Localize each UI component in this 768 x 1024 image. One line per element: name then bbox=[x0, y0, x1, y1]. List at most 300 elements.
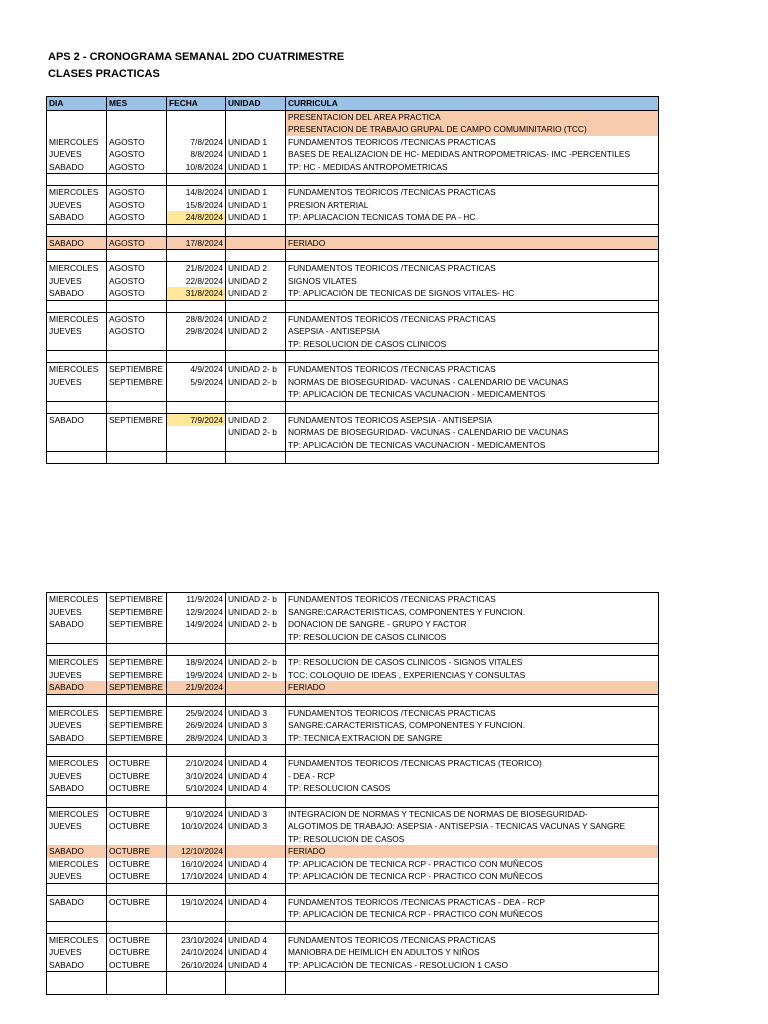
cell-unidad: UNIDAD 2- b bbox=[226, 669, 286, 682]
cell-unidad bbox=[226, 921, 286, 933]
cell-unidad: UNIDAD 2- b bbox=[226, 656, 286, 669]
cell-curricula: TP: RESOLUCION DE CASOS CLINICOS bbox=[286, 631, 659, 644]
cell-fecha: 10/8/2024 bbox=[167, 161, 226, 174]
table-row bbox=[47, 426, 659, 439]
cell-dia bbox=[47, 110, 107, 123]
cell-unidad bbox=[226, 174, 286, 186]
cell-dia: SABADO bbox=[47, 618, 107, 631]
cell-mes bbox=[107, 795, 167, 807]
cell-mes: OCTUBRE bbox=[107, 770, 167, 783]
cell-fecha: 3/10/2024 bbox=[167, 770, 226, 783]
cell-curricula bbox=[286, 174, 659, 186]
spacer-row bbox=[47, 745, 659, 757]
spacer-row bbox=[47, 795, 659, 807]
cell-fecha: 22/8/2024 bbox=[167, 275, 226, 288]
cell-dia: SABADO bbox=[47, 287, 107, 300]
cell-mes: AGOSTO bbox=[107, 148, 167, 161]
cell-fecha: 5/9/2024 bbox=[167, 376, 226, 389]
cell-curricula: NORMAS DE BIOSEGURIDAD- VACUNAS - CALENDARIO DE VACUNAS bbox=[286, 376, 659, 389]
table-row bbox=[47, 895, 659, 908]
cell-dia bbox=[47, 983, 107, 995]
cell-unidad: UNIDAD 4 bbox=[226, 870, 286, 883]
cell-fecha: 19/10/2024 bbox=[167, 895, 226, 908]
cell-dia: MIERCOLES bbox=[47, 933, 107, 946]
cell-fecha: 7/9/2024 bbox=[167, 413, 226, 426]
cell-dia bbox=[47, 745, 107, 757]
table-header-row bbox=[47, 97, 659, 111]
cell-fecha: 11/9/2024 bbox=[167, 593, 226, 606]
cell-mes bbox=[107, 338, 167, 351]
cell-mes: SEPTIEMBRE bbox=[107, 656, 167, 669]
cell-curricula bbox=[286, 351, 659, 363]
table-row bbox=[47, 413, 659, 426]
cell-dia bbox=[47, 644, 107, 656]
cell-dia: JUEVES bbox=[47, 199, 107, 212]
cell-dia bbox=[47, 694, 107, 706]
table-row bbox=[47, 681, 659, 694]
cell-fecha bbox=[167, 908, 226, 921]
cell-unidad: UNIDAD 4 bbox=[226, 770, 286, 783]
cell-dia: JUEVES bbox=[47, 870, 107, 883]
cell-fecha: 16/10/2024 bbox=[167, 858, 226, 871]
table-row bbox=[47, 199, 659, 212]
cell-unidad bbox=[226, 681, 286, 694]
cell-unidad bbox=[226, 123, 286, 136]
cell-curricula: SIGNOS VILATES bbox=[286, 275, 659, 288]
cell-dia: SABADO bbox=[47, 782, 107, 795]
cell-curricula: SANGRE:CARACTERISTICAS, COMPONENTES Y FUNCION. bbox=[286, 606, 659, 619]
cell-fecha: 7/8/2024 bbox=[167, 136, 226, 149]
spacer-row bbox=[47, 983, 659, 995]
cell-fecha bbox=[167, 644, 226, 656]
cell-dia: JUEVES bbox=[47, 606, 107, 619]
cell-dia bbox=[47, 388, 107, 401]
cell-fecha: 4/9/2024 bbox=[167, 363, 226, 376]
cell-curricula: TP: RESOLUCION DE CASOS CLINICOS - SIGNOS VITALES bbox=[286, 656, 659, 669]
cell-mes: AGOSTO bbox=[107, 186, 167, 199]
cell-mes bbox=[107, 452, 167, 464]
cell-unidad bbox=[226, 833, 286, 846]
cell-curricula: TP: APLICACIÓN DE TECNICA RCP - PRACTICO CON MUÑECOS bbox=[286, 858, 659, 871]
cell-mes bbox=[107, 908, 167, 921]
cell-mes: AGOSTO bbox=[107, 275, 167, 288]
cell-unidad bbox=[226, 983, 286, 995]
cell-fecha bbox=[167, 921, 226, 933]
cell-unidad: UNIDAD 4 bbox=[226, 895, 286, 908]
spacer-row bbox=[47, 401, 659, 413]
cell-curricula: FUNDAMENTOS TEORICOS /TECNICAS PRACTICAS bbox=[286, 933, 659, 946]
cell-mes: AGOSTO bbox=[107, 136, 167, 149]
cell-mes bbox=[107, 351, 167, 363]
cell-curricula: BASES DE REALIZACION DE HC- MEDIDAS ANTROPOMETRICAS- IMC -PERCENTILES bbox=[286, 148, 659, 161]
cell-fecha: 24/8/2024 bbox=[167, 211, 226, 224]
cell-unidad bbox=[226, 972, 286, 984]
cell-dia bbox=[47, 426, 107, 439]
cell-dia bbox=[47, 795, 107, 807]
table-row bbox=[47, 807, 659, 820]
spacer-row bbox=[47, 883, 659, 895]
table-row bbox=[47, 211, 659, 224]
cell-fecha: 28/8/2024 bbox=[167, 312, 226, 325]
cell-unidad: UNIDAD 1 bbox=[226, 136, 286, 149]
table-row bbox=[47, 161, 659, 174]
cell-unidad: UNIDAD 2 bbox=[226, 275, 286, 288]
cell-fecha: 2/10/2024 bbox=[167, 757, 226, 770]
spacer-row bbox=[47, 921, 659, 933]
cell-curricula: TP: APLICACIÓN DE TECNICAS DE SIGNOS VITALES- HC bbox=[286, 287, 659, 300]
cell-dia: SABADO bbox=[47, 895, 107, 908]
cell-curricula: TP: APLICACIÓN DE TECNICAS VACUNACION - MEDICAMENTOS bbox=[286, 388, 659, 401]
cell-dia: MIERCOLES bbox=[47, 706, 107, 719]
cell-dia: SABADO bbox=[47, 161, 107, 174]
cell-mes: SEPTIEMBRE bbox=[107, 681, 167, 694]
cell-mes bbox=[107, 426, 167, 439]
cell-dia: SABADO bbox=[47, 211, 107, 224]
cell-fecha: 12/10/2024 bbox=[167, 845, 226, 858]
cell-mes bbox=[107, 123, 167, 136]
cell-fecha: 24/10/2024 bbox=[167, 946, 226, 959]
cell-curricula bbox=[286, 401, 659, 413]
cell-curricula bbox=[286, 983, 659, 995]
cell-curricula: TP: APLICACIÓN DE TECNICA RCP - PRACTICO CON MUÑECOS bbox=[286, 870, 659, 883]
cell-unidad: UNIDAD 2 bbox=[226, 287, 286, 300]
cell-curricula: ALGOTIMOS DE TRABAJO: ASEPSIA - ANTISEPSIA - TECNICAS VACUNAS Y SANGRE bbox=[286, 820, 659, 833]
table-row bbox=[47, 148, 659, 161]
cell-fecha bbox=[167, 300, 226, 312]
cell-dia bbox=[47, 300, 107, 312]
cell-unidad: UNIDAD 4 bbox=[226, 782, 286, 795]
cell-fecha: 14/8/2024 bbox=[167, 186, 226, 199]
cell-curricula: FUNDAMENTOS TEORICOS /TECNICAS PRACTICAS - DEA - RCP bbox=[286, 895, 659, 908]
cell-mes bbox=[107, 174, 167, 186]
column-header: FECHA bbox=[167, 97, 226, 111]
table-row bbox=[47, 719, 659, 732]
cell-dia: JUEVES bbox=[47, 946, 107, 959]
cell-dia bbox=[47, 123, 107, 136]
cell-dia bbox=[47, 452, 107, 464]
cell-mes bbox=[107, 745, 167, 757]
cell-dia: JUEVES bbox=[47, 719, 107, 732]
cell-dia bbox=[47, 401, 107, 413]
cell-dia: SABADO bbox=[47, 236, 107, 250]
cell-mes: AGOSTO bbox=[107, 312, 167, 325]
table-row bbox=[47, 908, 659, 921]
cell-fecha bbox=[167, 983, 226, 995]
schedule-table-2 bbox=[46, 592, 659, 995]
cell-dia: JUEVES bbox=[47, 820, 107, 833]
cell-curricula: FUNDAMENTOS TEORICOS /TECNICAS PRACTICAS bbox=[286, 363, 659, 376]
cell-dia: JUEVES bbox=[47, 669, 107, 682]
cell-unidad: UNIDAD 2- b bbox=[226, 426, 286, 439]
table-row bbox=[47, 376, 659, 389]
cell-fecha bbox=[167, 401, 226, 413]
spacer-row bbox=[47, 351, 659, 363]
spacer-row bbox=[47, 452, 659, 464]
cell-dia bbox=[47, 631, 107, 644]
cell-unidad bbox=[226, 388, 286, 401]
cell-dia: SABADO bbox=[47, 732, 107, 745]
cell-curricula: PRESION ARTERIAL bbox=[286, 199, 659, 212]
cell-dia: SABADO bbox=[47, 413, 107, 426]
cell-curricula: TP: APLICACIÓN DE TECNICA RCP - PRACTICO CON MUÑECOS bbox=[286, 908, 659, 921]
column-header: UNIDAD bbox=[226, 97, 286, 111]
table-row bbox=[47, 325, 659, 338]
cell-mes: OCTUBRE bbox=[107, 959, 167, 972]
spacer-row bbox=[47, 250, 659, 262]
spacer-row bbox=[47, 694, 659, 706]
cell-curricula: TP: APLICACIÓN DE TECNICAS VACUNACION - MEDICAMENTOS bbox=[286, 439, 659, 452]
cell-dia bbox=[47, 351, 107, 363]
cell-fecha: 29/8/2024 bbox=[167, 325, 226, 338]
cell-mes: OCTUBRE bbox=[107, 870, 167, 883]
cell-unidad bbox=[226, 300, 286, 312]
cell-fecha: 23/10/2024 bbox=[167, 933, 226, 946]
table-row bbox=[47, 136, 659, 149]
cell-mes bbox=[107, 110, 167, 123]
cell-fecha: 17/10/2024 bbox=[167, 870, 226, 883]
cell-unidad: UNIDAD 4 bbox=[226, 933, 286, 946]
cell-unidad bbox=[226, 110, 286, 123]
table-row bbox=[47, 388, 659, 401]
cell-unidad bbox=[226, 795, 286, 807]
cell-mes bbox=[107, 921, 167, 933]
cell-mes: OCTUBRE bbox=[107, 895, 167, 908]
cell-unidad bbox=[226, 644, 286, 656]
cell-fecha bbox=[167, 123, 226, 136]
table-row bbox=[47, 656, 659, 669]
cell-fecha bbox=[167, 351, 226, 363]
cell-fecha: 15/8/2024 bbox=[167, 199, 226, 212]
cell-curricula: FUNDAMENTOS TEORICOS ASEPSIA - ANTISEPSIA bbox=[286, 413, 659, 426]
cell-fecha: 8/8/2024 bbox=[167, 148, 226, 161]
cell-fecha: 14/9/2024 bbox=[167, 618, 226, 631]
cell-curricula: PRESENTACION DE TRABAJO GRUPAL DE CAMPO COMUMINITARIO (TCC) bbox=[286, 123, 659, 136]
cell-fecha bbox=[167, 224, 226, 236]
cell-unidad: UNIDAD 1 bbox=[226, 148, 286, 161]
cell-mes: SEPTIEMBRE bbox=[107, 732, 167, 745]
table-row bbox=[47, 236, 659, 250]
cell-fecha: 19/9/2024 bbox=[167, 669, 226, 682]
cell-dia bbox=[47, 972, 107, 984]
cell-mes: SEPTIEMBRE bbox=[107, 669, 167, 682]
cell-curricula: ASEPSIA - ANTISEPSIA bbox=[286, 325, 659, 338]
cell-curricula bbox=[286, 972, 659, 984]
cell-curricula: TP: RESOLUCION DE CASOS CLINICOS bbox=[286, 338, 659, 351]
cell-unidad: UNIDAD 3 bbox=[226, 706, 286, 719]
cell-dia: SABADO bbox=[47, 845, 107, 858]
cell-mes bbox=[107, 631, 167, 644]
cell-mes: OCTUBRE bbox=[107, 845, 167, 858]
table-row bbox=[47, 439, 659, 452]
cell-fecha: 18/9/2024 bbox=[167, 656, 226, 669]
cell-mes: OCTUBRE bbox=[107, 807, 167, 820]
cell-curricula: - DEA - RCP bbox=[286, 770, 659, 783]
cell-curricula: FUNDAMENTOS TEORICOS /TECNICAS PRACTICAS bbox=[286, 706, 659, 719]
cell-mes: AGOSTO bbox=[107, 287, 167, 300]
table-row bbox=[47, 123, 659, 136]
cell-mes bbox=[107, 300, 167, 312]
table-row bbox=[47, 933, 659, 946]
cell-mes: OCTUBRE bbox=[107, 858, 167, 871]
cell-unidad: UNIDAD 3 bbox=[226, 820, 286, 833]
cell-dia bbox=[47, 908, 107, 921]
cell-unidad bbox=[226, 745, 286, 757]
cell-unidad: UNIDAD 2- b bbox=[226, 376, 286, 389]
cell-mes: AGOSTO bbox=[107, 262, 167, 275]
cell-curricula: MANIOBRA DE HEIMLICH EN ADULTOS Y NIÑOS bbox=[286, 946, 659, 959]
cell-mes: SEPTIEMBRE bbox=[107, 593, 167, 606]
cell-fecha bbox=[167, 883, 226, 895]
cell-dia: JUEVES bbox=[47, 325, 107, 338]
cell-curricula: FUNDAMENTOS TEORICOS /TECNICAS PRACTICAS bbox=[286, 312, 659, 325]
cell-curricula: FERIADO bbox=[286, 845, 659, 858]
cell-mes: OCTUBRE bbox=[107, 757, 167, 770]
cell-mes bbox=[107, 983, 167, 995]
table-row bbox=[47, 287, 659, 300]
cell-fecha: 31/8/2024 bbox=[167, 287, 226, 300]
table-row bbox=[47, 186, 659, 199]
cell-mes bbox=[107, 972, 167, 984]
table-row bbox=[47, 870, 659, 883]
cell-mes: SEPTIEMBRE bbox=[107, 618, 167, 631]
cell-unidad bbox=[226, 439, 286, 452]
cell-mes: SEPTIEMBRE bbox=[107, 719, 167, 732]
cell-curricula: FERIADO bbox=[286, 236, 659, 250]
cell-curricula bbox=[286, 300, 659, 312]
cell-fecha: 12/9/2024 bbox=[167, 606, 226, 619]
cell-unidad: UNIDAD 2- b bbox=[226, 606, 286, 619]
cell-mes: AGOSTO bbox=[107, 236, 167, 250]
cell-fecha: 9/10/2024 bbox=[167, 807, 226, 820]
cell-fecha bbox=[167, 388, 226, 401]
cell-unidad: UNIDAD 1 bbox=[226, 211, 286, 224]
cell-curricula bbox=[286, 745, 659, 757]
cell-dia: MIERCOLES bbox=[47, 262, 107, 275]
cell-fecha bbox=[167, 745, 226, 757]
table-row bbox=[47, 757, 659, 770]
spacer-row bbox=[47, 174, 659, 186]
page-subtitle: CLASES PRACTICAS bbox=[48, 68, 160, 80]
cell-curricula: TP: APLIACACION TECNICAS TOMA DE PA - HC bbox=[286, 211, 659, 224]
cell-dia bbox=[47, 833, 107, 846]
cell-fecha: 5/10/2024 bbox=[167, 782, 226, 795]
cell-dia: JUEVES bbox=[47, 376, 107, 389]
cell-curricula: SANGRE:CARACTERISTICAS, COMPONENTES Y FUNCION. bbox=[286, 719, 659, 732]
table-row bbox=[47, 820, 659, 833]
table-row bbox=[47, 338, 659, 351]
cell-curricula: FUNDAMENTOS TEORICOS /TECNICAS PRACTICAS bbox=[286, 593, 659, 606]
cell-curricula: TP: TECNICA EXTRACION DE SANGRE bbox=[286, 732, 659, 745]
cell-unidad bbox=[226, 338, 286, 351]
cell-unidad: UNIDAD 4 bbox=[226, 959, 286, 972]
cell-curricula bbox=[286, 694, 659, 706]
cell-unidad: UNIDAD 2 bbox=[226, 312, 286, 325]
table-row bbox=[47, 593, 659, 606]
cell-unidad bbox=[226, 631, 286, 644]
cell-fecha bbox=[167, 833, 226, 846]
cell-dia bbox=[47, 439, 107, 452]
cell-dia: JUEVES bbox=[47, 275, 107, 288]
table-row bbox=[47, 669, 659, 682]
cell-curricula bbox=[286, 452, 659, 464]
spacer-row bbox=[47, 224, 659, 236]
cell-curricula: TP: RESOLUCION DE CASOS bbox=[286, 833, 659, 846]
page-title: APS 2 - CRONOGRAMA SEMANAL 2DO CUATRIMESTRE bbox=[48, 51, 345, 63]
cell-curricula bbox=[286, 250, 659, 262]
cell-mes: OCTUBRE bbox=[107, 782, 167, 795]
cell-fecha bbox=[167, 174, 226, 186]
cell-mes: OCTUBRE bbox=[107, 946, 167, 959]
cell-unidad: UNIDAD 2- b bbox=[226, 363, 286, 376]
table-row bbox=[47, 858, 659, 871]
cell-mes: OCTUBRE bbox=[107, 820, 167, 833]
cell-curricula: FERIADO bbox=[286, 681, 659, 694]
cell-dia: MIERCOLES bbox=[47, 656, 107, 669]
cell-unidad: UNIDAD 1 bbox=[226, 199, 286, 212]
cell-fecha: 17/8/2024 bbox=[167, 236, 226, 250]
cell-mes bbox=[107, 388, 167, 401]
column-header: MES bbox=[107, 97, 167, 111]
cell-fecha bbox=[167, 426, 226, 439]
cell-unidad: UNIDAD 3 bbox=[226, 807, 286, 820]
spacer-row bbox=[47, 972, 659, 984]
cell-dia: MIERCOLES bbox=[47, 593, 107, 606]
cell-unidad bbox=[226, 845, 286, 858]
cell-curricula: FUNDAMENTOS TEORICOS /TECNICAS PRACTICAS (TEORICO) bbox=[286, 757, 659, 770]
table-row bbox=[47, 959, 659, 972]
cell-curricula: TP: HC - MEDIDAS ANTROPOMETRICAS bbox=[286, 161, 659, 174]
spacer-row bbox=[47, 644, 659, 656]
table-row bbox=[47, 845, 659, 858]
spacer-row bbox=[47, 300, 659, 312]
cell-fecha bbox=[167, 439, 226, 452]
cell-unidad bbox=[226, 236, 286, 250]
cell-dia: MIERCOLES bbox=[47, 186, 107, 199]
cell-fecha: 26/9/2024 bbox=[167, 719, 226, 732]
cell-dia bbox=[47, 921, 107, 933]
cell-dia: MIERCOLES bbox=[47, 136, 107, 149]
cell-mes: SEPTIEMBRE bbox=[107, 363, 167, 376]
cell-unidad: UNIDAD 4 bbox=[226, 757, 286, 770]
cell-unidad bbox=[226, 908, 286, 921]
schedule-table-1 bbox=[46, 96, 659, 464]
cell-dia bbox=[47, 224, 107, 236]
cell-fecha: 26/10/2024 bbox=[167, 959, 226, 972]
cell-curricula: INTEGRACION DE NORMAS Y TECNICAS DE NORMAS DE BIOSEGURIDAD- bbox=[286, 807, 659, 820]
cell-mes: SEPTIEMBRE bbox=[107, 606, 167, 619]
cell-mes bbox=[107, 883, 167, 895]
cell-unidad bbox=[226, 401, 286, 413]
cell-dia: JUEVES bbox=[47, 770, 107, 783]
cell-unidad: UNIDAD 2 bbox=[226, 413, 286, 426]
cell-mes: SEPTIEMBRE bbox=[107, 706, 167, 719]
cell-unidad bbox=[226, 250, 286, 262]
cell-curricula: TP: APLICACIÓN DE TECNICAS - RESOLUCION 1 CASO bbox=[286, 959, 659, 972]
cell-mes bbox=[107, 439, 167, 452]
cell-unidad bbox=[226, 224, 286, 236]
cell-unidad bbox=[226, 351, 286, 363]
cell-mes: SEPTIEMBRE bbox=[107, 376, 167, 389]
column-header: CURRICULA bbox=[286, 97, 659, 111]
table-row bbox=[47, 770, 659, 783]
cell-unidad: UNIDAD 1 bbox=[226, 161, 286, 174]
cell-dia bbox=[47, 883, 107, 895]
table-row bbox=[47, 782, 659, 795]
cell-dia: MIERCOLES bbox=[47, 312, 107, 325]
table-row bbox=[47, 363, 659, 376]
table-row bbox=[47, 706, 659, 719]
table-row bbox=[47, 732, 659, 745]
